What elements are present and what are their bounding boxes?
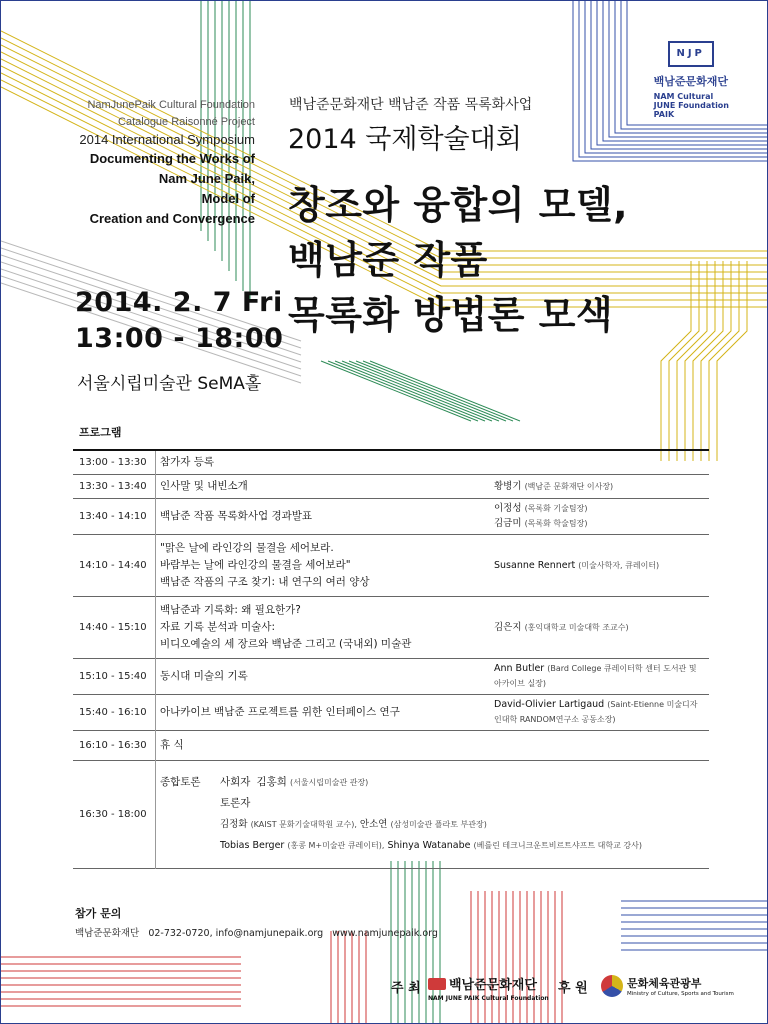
decorative-line (693, 261, 723, 461)
speaker-name: 황병기 (494, 480, 522, 492)
row-time: 13:00 - 13:30 (73, 450, 156, 474)
decorative-line (1, 269, 301, 369)
logo-name-ko: 백남준문화재단 (653, 75, 729, 88)
row-time: 13:40 - 14:10 (73, 498, 156, 534)
decorative-line (321, 361, 471, 421)
discussion-details (156, 760, 710, 868)
en-foundation-line: NamJunePaik Cultural Foundation (87, 99, 255, 111)
decorative-line (363, 361, 513, 421)
row-speakers (490, 498, 709, 534)
session-line: "맑은 날에 라인강의 물결을 세어보라. (160, 541, 334, 554)
session-line: 백남준 작품의 구조 찾기: 내 연구의 여러 양상 (160, 575, 370, 588)
ko-subtitle: 백남준문화재단 백남준 작품 목록화사업 (289, 97, 533, 113)
decorative-line (335, 361, 485, 421)
decorative-line (709, 261, 739, 461)
event-venue: 서울시립미술관 SeMA홀 (77, 374, 262, 394)
row-session (156, 596, 491, 658)
panelist-name: 김정화 (220, 819, 248, 830)
program-row-discussion (73, 760, 709, 868)
session-line: 자료 기록 분석과 미술사: (160, 620, 275, 633)
row-speakers (490, 658, 709, 694)
program-body (73, 450, 709, 868)
row-speakers (490, 694, 709, 730)
session-line: 아나카이브 백남준 프로젝트를 위한 인터페이스 연구 (160, 705, 400, 718)
session-line: 바람부는 날에 라인강의 물결을 세어보라" (160, 558, 351, 571)
speaker-role: (Bard College 큐레이터학 센터 도서관 및 아카이브 실장) (494, 664, 697, 688)
speaker (494, 501, 705, 516)
speaker-name: 김금미 (494, 518, 522, 529)
row-session (156, 694, 491, 730)
header-english (79, 97, 255, 229)
panelist-role: (삼성미술관 플라토 부관장) (390, 820, 487, 829)
sponsor-name: 문화체육관광부 (627, 977, 702, 990)
moderator-label: 사회자 (220, 776, 251, 788)
logo-name-en: NAM Cultural JUNE Foundation PAIK (653, 92, 729, 119)
decorative-line (342, 361, 492, 421)
ministry-emblem-icon (601, 975, 623, 997)
row-time: 15:40 - 16:10 (73, 694, 156, 730)
decorative-line (717, 261, 747, 461)
host-logo (428, 974, 549, 1002)
row-session (156, 534, 491, 596)
row-time: 15:10 - 15:40 (73, 658, 156, 694)
discussion-moderator-line (160, 772, 705, 793)
row-time: 16:30 - 18:00 (73, 760, 156, 868)
row-time: 13:30 - 13:40 (73, 474, 156, 498)
speaker (494, 697, 705, 727)
decorative-line (701, 261, 731, 461)
speaker-role: (Saint-Etienne 미술디자인대학 RANDOM연구소 공동소장) (494, 700, 698, 724)
speaker (494, 558, 705, 573)
program-row (73, 534, 709, 596)
ko-title-line-3: 목록화 방법론 모색 (288, 293, 614, 337)
speaker (494, 620, 705, 635)
row-speakers (490, 474, 709, 498)
speaker-name: David-Olivier Lartigaud (494, 699, 605, 710)
speaker (494, 516, 705, 531)
en-title-line-4: Creation and Convergence (89, 211, 255, 226)
row-speakers (490, 596, 709, 658)
decorative-line (370, 361, 520, 421)
sponsor-name-en: Ministry of Culture, Sports and Tourism (627, 991, 734, 997)
panelist-role: (홍콩 M+미술관 큐레이터), (287, 841, 385, 850)
row-session (156, 474, 491, 498)
ko-title-line-1: 창조와 융합의 모델, (288, 183, 629, 227)
session-line: 휴 식 (160, 738, 184, 751)
decorative-line (661, 261, 691, 461)
panel-label: 토론자 (220, 797, 251, 809)
row-speakers (490, 450, 709, 474)
session-line: 동시대 미술의 기록 (160, 669, 248, 682)
session-line: 인사말 및 내빈소개 (160, 479, 248, 492)
speaker-name: 이정성 (494, 503, 522, 514)
program-row (73, 596, 709, 658)
en-symposium-line: 2014 International Symposium (79, 132, 255, 147)
contact-label: 참가 문의 (75, 907, 122, 920)
host-label: 주 최 (391, 981, 421, 996)
ko-symposium: 2014 국제학술대회 (288, 124, 522, 155)
contact-email[interactable]: info@namjunepaik.org (215, 928, 324, 939)
speaker-role: (목록화 기술팀장) (524, 504, 588, 513)
row-session (156, 450, 491, 474)
en-title-line-2: Nam June Paik, (158, 171, 255, 186)
discussion-label: 종합토론 (160, 776, 201, 788)
njp-mark-icon: NJP (668, 41, 714, 67)
speaker-name: 김은지 (494, 621, 522, 633)
host-name: 백남준문화재단 (449, 978, 537, 993)
decorative-line (349, 361, 499, 421)
panel-line-2 (160, 835, 705, 856)
en-project-line: Catalogue Raisonné Project (118, 116, 255, 128)
panelist-name: Tobias Berger (220, 840, 285, 851)
decorative-line (669, 261, 699, 461)
session-line: 참가자 등록 (160, 455, 215, 468)
program-row (73, 498, 709, 534)
contact-line (75, 925, 438, 939)
decorative-line (356, 361, 506, 421)
contact-org: 백남준문화재단 (75, 928, 140, 939)
program-label: 프로그램 (79, 426, 122, 439)
speaker-role: (백남준 문화재단 이사장) (524, 481, 614, 491)
row-session (156, 498, 491, 534)
ko-title-line-2: 백남준 작품 (288, 238, 488, 282)
foundation-logo-top (654, 41, 729, 119)
row-time: 14:40 - 15:10 (73, 596, 156, 658)
panel-line-1 (160, 814, 705, 835)
row-time: 14:10 - 14:40 (73, 534, 156, 596)
speaker-name: Susanne Rennert (494, 559, 576, 571)
row-session (156, 658, 491, 694)
session-line: 백남준 작품 목록화사업 경과발표 (160, 509, 313, 522)
speaker-role: (목록화 학술팀장) (524, 519, 588, 528)
en-title-line-1: Documenting the Works of (89, 151, 255, 166)
row-time: 16:10 - 16:30 (73, 730, 156, 760)
decorative-line (685, 261, 715, 461)
program-row (73, 694, 709, 730)
panelist-role: (베를린 테크니크운트비르트샤프트 대학교 강사) (473, 841, 642, 850)
speaker-name: Ann Butler (494, 663, 545, 674)
session-line: 비디오예술의 세 장르와 백남준 그리고 (국내외) 미술관 (160, 637, 412, 650)
row-session (156, 730, 491, 760)
speaker (494, 479, 705, 494)
session-line: 백남준과 기록화: 왜 필요한가? (160, 603, 301, 616)
program-table (73, 449, 709, 869)
program-row (73, 730, 709, 760)
moderator-name: 김홍희 (256, 776, 287, 788)
sponsor-label: 후 원 (558, 981, 588, 996)
en-title-line-3: Model of (201, 191, 255, 206)
host-mark-icon (428, 978, 446, 990)
contact-phone: 02-732-0720, (148, 928, 213, 939)
sponsor-logo (601, 975, 734, 997)
contact-website[interactable]: www.namjunepaik.org (332, 928, 438, 939)
program-row (73, 450, 709, 474)
panelist-name: Shinya Watanabe (387, 840, 471, 851)
decorative-line (677, 261, 707, 461)
moderator-role: (서울시립미술관 관장) (289, 778, 369, 787)
speaker (494, 661, 705, 691)
speaker-role: (홍익대학교 미술대학 조교수) (524, 622, 629, 632)
event-time: 13:00 - 18:00 (75, 323, 284, 354)
row-speakers (490, 730, 709, 760)
event-date: 2014. 2. 7 Fri (75, 287, 283, 318)
row-speakers (490, 534, 709, 596)
program-row (73, 658, 709, 694)
panelist-role: (KAIST 문화기술대학원 교수), (250, 820, 357, 829)
decorative-line (328, 361, 478, 421)
panelist-name: 안소연 (359, 819, 388, 830)
program-row (73, 474, 709, 498)
host-name-en: NAM JUNE PAIK Cultural Foundation (428, 995, 549, 1002)
speaker-role: (미술사학자, 큐레이터) (578, 560, 660, 570)
